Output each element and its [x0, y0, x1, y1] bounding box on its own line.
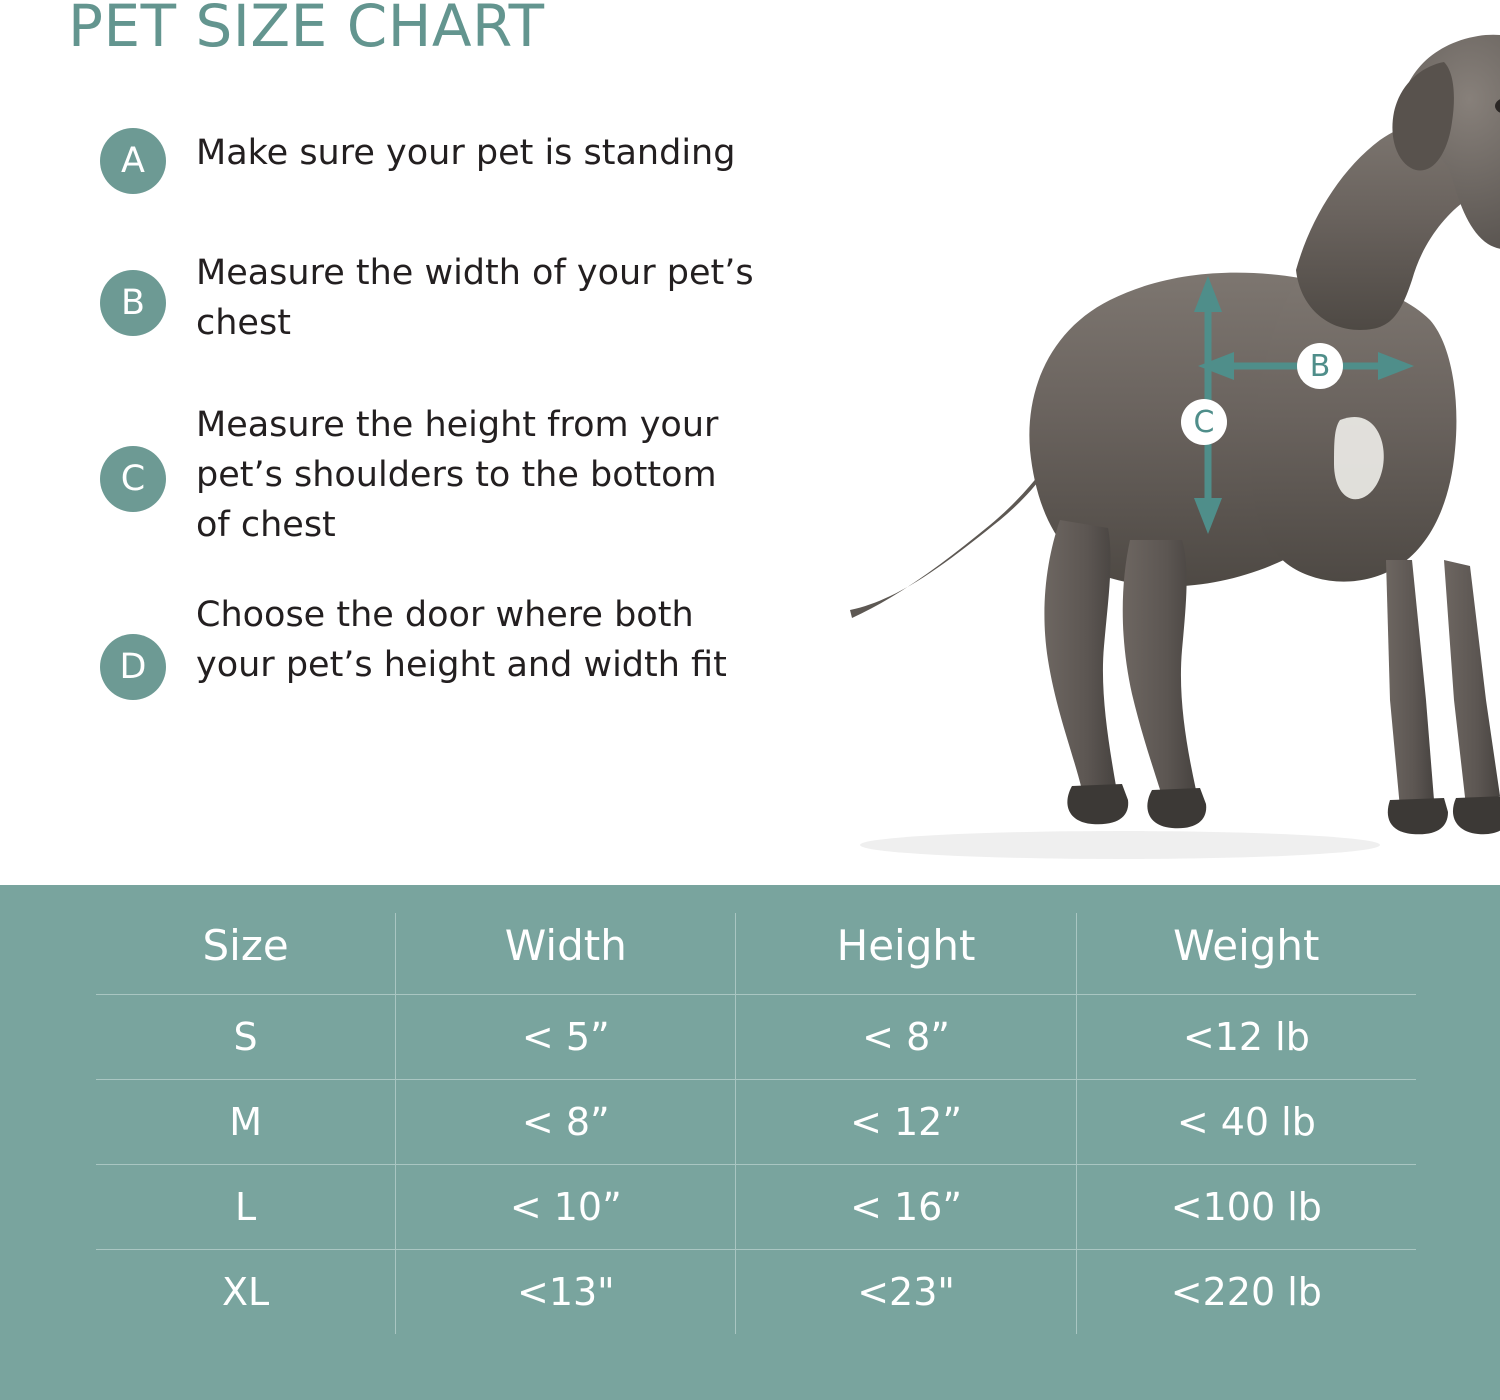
- table-row: [96, 1250, 1416, 1335]
- size-table: [96, 913, 1416, 1334]
- column-header-size: Size: [96, 913, 396, 995]
- page-title: PET SIZE CHART: [68, 0, 545, 60]
- instruction-steps: [100, 128, 800, 744]
- step-text-d: Choose the door where both your pet’s height and width fit: [196, 595, 727, 685]
- cell-width: <13": [396, 1250, 736, 1335]
- table-row: [96, 1165, 1416, 1250]
- cell-width: < 5”: [396, 995, 736, 1080]
- cell-size: XL: [96, 1250, 396, 1335]
- step-text-c: Measure the height from your pet’s shoulders to the bottom of chest: [196, 405, 719, 545]
- dog-illustration-icon: [700, 0, 1500, 885]
- table-row: [96, 1080, 1416, 1165]
- dog-diagram: [700, 0, 1500, 885]
- cell-weight: <100 lb: [1170, 1185, 1322, 1229]
- cell-weight: <12 lb: [1182, 1015, 1310, 1059]
- cell-weight: <220 lb: [1170, 1270, 1322, 1314]
- cell-size: M: [96, 1080, 396, 1165]
- cell-height: < 8”: [736, 995, 1076, 1080]
- table-row: [96, 995, 1416, 1080]
- step-badge-c: C: [100, 446, 166, 512]
- instruction-step-c: [100, 400, 800, 550]
- table-header-row: [96, 913, 1416, 995]
- instruction-step-d: [100, 590, 800, 700]
- cell-size: L: [96, 1165, 396, 1250]
- step-text-b: Measure the width of your pet’s chest: [196, 253, 754, 343]
- measure-label-c: C: [1181, 399, 1227, 445]
- instruction-step-a: [100, 128, 800, 194]
- column-header-weight: Weight: [1173, 921, 1320, 970]
- column-header-width: Width: [396, 913, 736, 995]
- measure-label-b: B: [1297, 343, 1343, 389]
- cell-height: <23": [736, 1250, 1076, 1335]
- cell-weight: < 40 lb: [1176, 1100, 1316, 1144]
- step-badge-b: B: [100, 270, 166, 336]
- cell-height: < 12”: [736, 1080, 1076, 1165]
- size-table-section: [0, 885, 1500, 1400]
- cell-size: S: [96, 995, 396, 1080]
- step-badge-a: A: [100, 128, 166, 194]
- step-badge-d: D: [100, 634, 166, 700]
- step-text-a: Make sure your pet is standing: [196, 133, 736, 173]
- instruction-step-b: [100, 248, 800, 348]
- cell-width: < 8”: [396, 1080, 736, 1165]
- cell-height: < 16”: [736, 1165, 1076, 1250]
- column-header-height: Height: [736, 913, 1076, 995]
- cell-width: < 10”: [396, 1165, 736, 1250]
